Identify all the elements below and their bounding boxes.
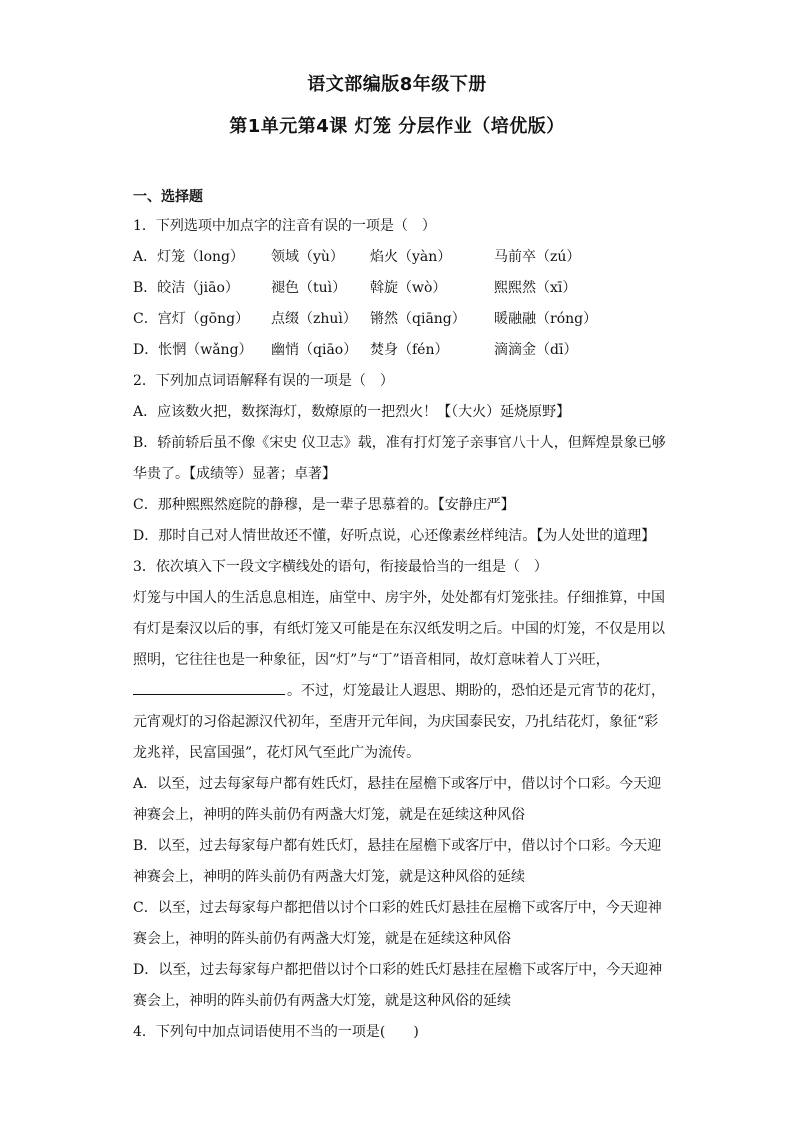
q2-option-b-line1: B．轿前轿后虽不像《宋史 仪卫志》载，准有打灯笼子亲事官八十人，但辉煌景象已够 bbox=[133, 435, 666, 451]
q1-option-cell: D．怅惘（wǎng） bbox=[133, 342, 253, 358]
q3-passage-line: 元宵观灯的习俗起源汉代初年，至唐开元年间，为庆国泰民安，乃扎结花灯，象征“彩 bbox=[133, 714, 659, 730]
q2-option-b-line2: 华贵了。【成绩等）显著；卓著】 bbox=[133, 466, 336, 482]
q3-option-d-line1: D．以至，过去每家每户都把借以讨个口彩的姓氏灯悬挂在屋檐下或客厅中，今天迎神 bbox=[133, 962, 663, 978]
q3-passage-blank-line bbox=[133, 676, 669, 707]
q3-option-c-line2: 赛会上，神明的阵头前仍有两盏大灯笼，就是在延续这种风俗 bbox=[133, 931, 511, 947]
q3-passage-line: 照明，它往往也是一种象征，因“灯”与“丁”语音相同，故灯意味着人丁兴旺， bbox=[133, 652, 610, 668]
q3-option-b-line1: B．以至，过去每家每户都有姓氏灯，悬挂在屋檐下或客厅中，借以讨个口彩。今天迎 bbox=[133, 838, 662, 854]
fill-in-blank[interactable] bbox=[133, 678, 285, 695]
q3-passage-line: 龙兆祥，民富国强”，花灯风气至此广为流传。 bbox=[133, 745, 421, 761]
q1-option-cell: 焚身（fén） bbox=[370, 342, 449, 358]
section-heading: 一、选择题 bbox=[133, 189, 203, 205]
q1-option-cell: 马前卒（zú） bbox=[494, 249, 581, 265]
q3-option-c-line1: C．以至，过去每家每户都把借以讨个口彩的姓氏灯悬挂在屋檐下或客厅中，今天迎神 bbox=[133, 900, 662, 916]
q1-stem: 1．下列选项中加点字的注音有误的一项是（ ） bbox=[133, 218, 436, 234]
q3-passage-line: 有灯是秦汉以后的事，有纸灯笼又可能是在东汉纸发明之后。中国的灯笼，不仅是用以 bbox=[133, 621, 665, 637]
q3-option-a-line2: 神赛会上，神明的阵头前仍有两盏大灯笼，就是在延续这种风俗 bbox=[133, 807, 525, 823]
q1-option-cell: 滴滴金（dī） bbox=[494, 342, 578, 358]
document-subtitle: 第1单元第4课 灯笼 分层作业（培优版） bbox=[229, 116, 565, 137]
q4-stem: 4．下列句中加点词语使用不当的一项是( ) bbox=[133, 1024, 419, 1040]
q2-stem: 2．下列加点词语解释有误的一项是（ ） bbox=[133, 373, 394, 389]
document-title: 语文部编版8年级下册 bbox=[307, 74, 487, 95]
q1-option-cell: 斡旋（wò） bbox=[370, 280, 447, 296]
q1-option-cell: 焰火（yàn） bbox=[370, 249, 452, 265]
q1-option-cell: B．皎洁（jiāo） bbox=[133, 280, 239, 296]
q3-stem: 3．依次填入下一段文字横线处的语句，衔接最恰当的一组是（ ） bbox=[133, 559, 548, 575]
q1-option-cell: 幽悄（qiāo） bbox=[271, 342, 358, 358]
q1-option-row-b bbox=[133, 273, 669, 304]
question-list bbox=[133, 211, 669, 1048]
q1-option-cell: 领域（yù） bbox=[271, 249, 344, 265]
q3-option-d-line2: 赛会上，神明的阵头前仍有两盏大灯笼，就是这种风俗的延续 bbox=[133, 993, 511, 1009]
q2-option-c: C．那种熙熙然庭院的静穆，是一辈子思慕着的。【安静庄严】 bbox=[133, 497, 515, 513]
q2-option-a: A．应该数火把，数探海灯，数燎原的一把烈火！【（大火）延烧原野】 bbox=[133, 404, 571, 420]
q2-option-d: D．那时自己对人情世故还不懂，好听点说，心还像素丝样纯洁。【为人处世的道理】 bbox=[133, 528, 656, 544]
q3-passage-text: 。不过，灯笼最让人遐思、期盼的，恐怕还是元宵节的花灯， bbox=[287, 683, 665, 699]
q1-option-cell: 暖融融（róng） bbox=[494, 311, 598, 327]
q1-option-cell: 褪色（tuì） bbox=[271, 280, 347, 296]
q1-option-cell: 锵然（qiāng） bbox=[370, 311, 466, 327]
q1-option-row-c bbox=[133, 304, 669, 335]
q3-option-a-line1: A．以至，过去每家每户都有姓氏灯，悬挂在屋檐下或客厅中，借以讨个口彩。今天迎 bbox=[133, 776, 662, 792]
q1-option-cell: C．宫灯（gōng） bbox=[133, 311, 250, 327]
q1-option-row-a bbox=[133, 242, 669, 273]
q1-option-cell: A．灯笼（long） bbox=[133, 249, 244, 265]
q3-option-b-line2: 神赛会上，神明的阵头前仍有两盏大灯笼，就是这种风俗的延续 bbox=[133, 869, 525, 885]
q1-option-cell: 熙熙然（xī） bbox=[494, 280, 577, 296]
q1-option-row-d bbox=[133, 335, 669, 366]
q3-passage-line: 灯笼与中国人的生活息息相连，庙堂中、房宇外，处处都有灯笼张挂。仔细推算，中国 bbox=[133, 590, 665, 606]
q1-option-cell: 点缀（zhuì） bbox=[271, 311, 357, 327]
